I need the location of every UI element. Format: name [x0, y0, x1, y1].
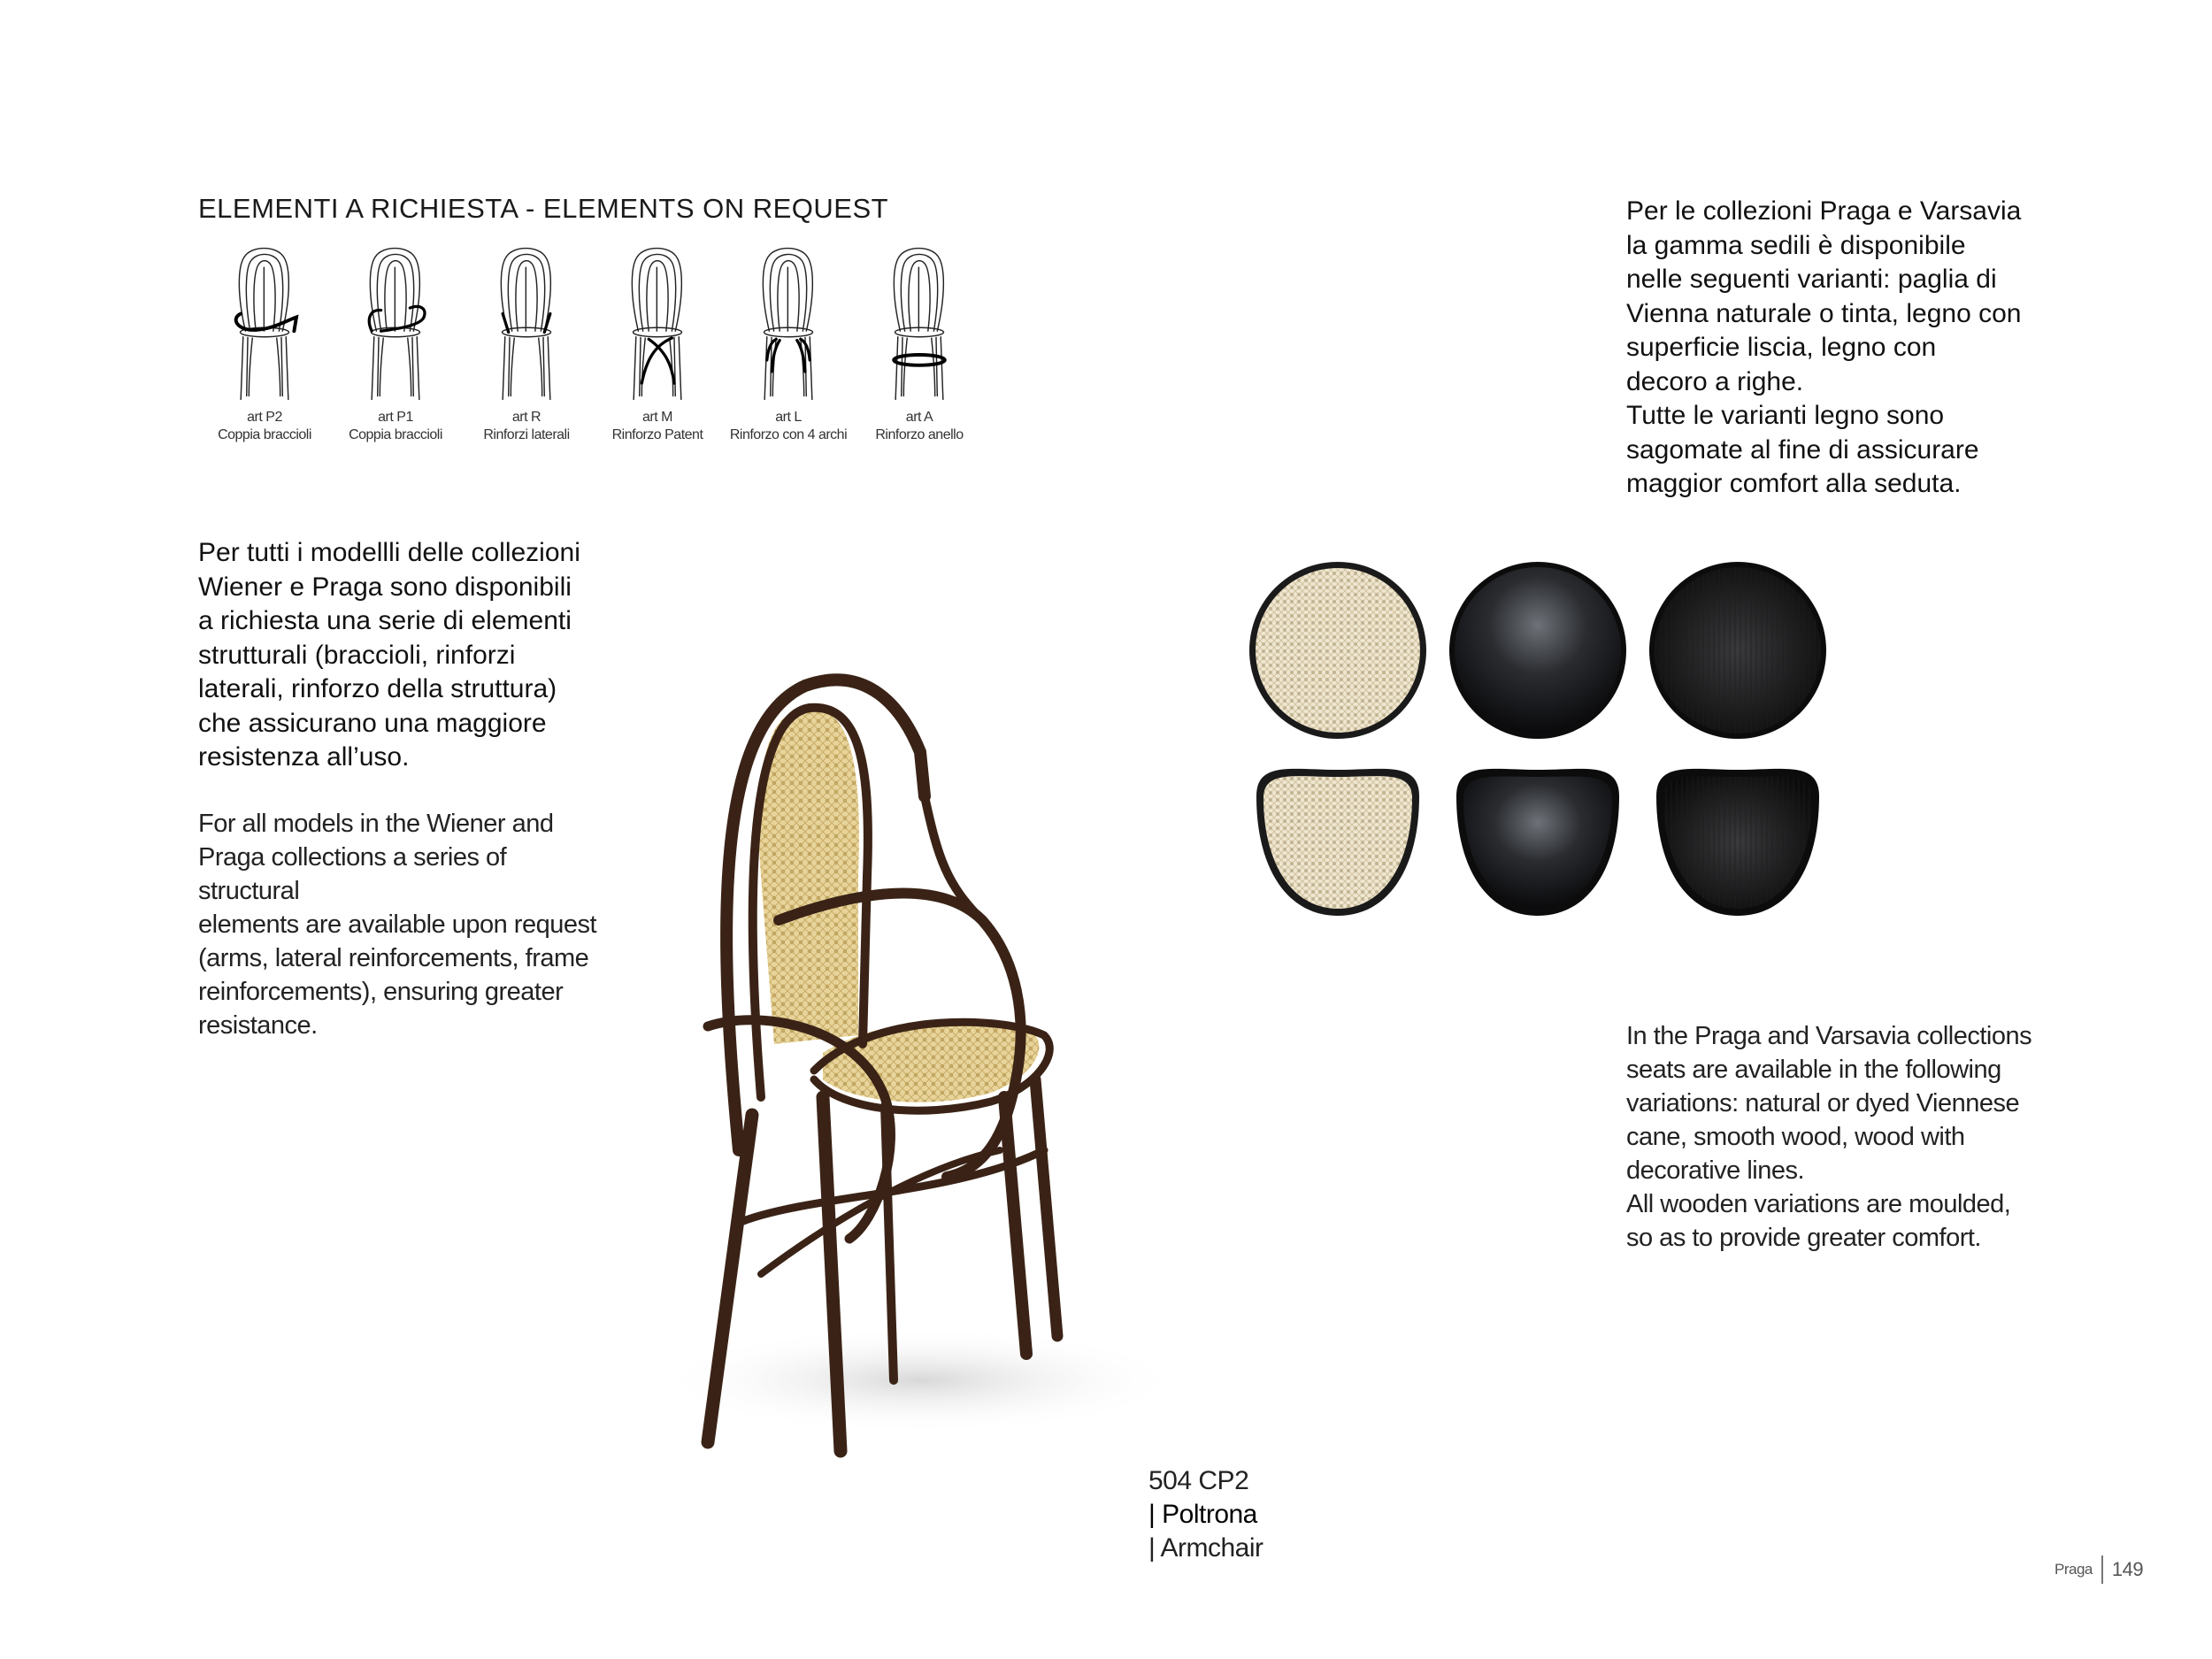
left-text-it: Per tutti i modellli delle collezioni Wiener e Praga sono disponibili a richiesta una serie di elementi strutturali (braccioli, rinforzi laterali, rinforzo della struttura) che assicurano una maggiore resistenza all’uso. [198, 538, 580, 772]
product-name-en: | Armchair [1148, 1533, 1263, 1563]
chair-option-code: art P2 [247, 410, 282, 425]
chair-option-desc: Rinforzo Patent [611, 427, 703, 442]
shaped-lined-seat [1656, 769, 1819, 916]
chair-options-row [198, 244, 977, 465]
product-name-it: | Poltrona [1148, 1500, 1257, 1529]
round-lined-seat [1649, 562, 1826, 739]
chair-diagram-icon [469, 244, 584, 403]
chair-option-code: art L [775, 410, 802, 425]
footer-section-name: Praga [2055, 1561, 2093, 1578]
chair-option-code: art P1 [378, 410, 413, 425]
chair-option-desc: Rinforzo anello [875, 427, 964, 442]
chair-option-a [853, 244, 986, 444]
chair-diagram-icon [207, 244, 322, 403]
chair-option-desc: Coppia braccioli [218, 427, 311, 442]
chair-option-desc: Rinforzi laterali [483, 427, 570, 442]
chair-diagram-icon [862, 244, 977, 403]
chair-option-p2 [198, 244, 331, 444]
shaped-smooth-seat [1456, 769, 1619, 916]
right-text-it: Per le collezioni Praga e Varsavia la gamma sedili è disponibile nelle seguenti varianti: paglia di Vienna naturale o tinta, legno con superficie liscia, legno con decoro a righe. Tutte le varianti legno sono sagomate al fine di assicurare maggior comfort alla seduta. [1626, 196, 2022, 498]
footer-divider [2101, 1555, 2103, 1584]
armchair-photo [655, 655, 1221, 1486]
left-text-en: For all models in the Wiener and Praga collections a series of structural elements are available upon request (arms, lateral reinforcements, frame reinforcements), ensuring greater resistance. [198, 810, 597, 1040]
round-smooth-seat [1449, 562, 1626, 739]
chair-diagram-icon [600, 244, 715, 403]
chair-option-code: art M [642, 410, 672, 425]
right-text-en: In the Praga and Varsavia collections seats are available in the following variations: natural or dyed Viennese cane, smooth wood, wood with decorative lines. All wooden variations are moulded, so as to provide greater comfort. [1626, 1022, 2032, 1252]
section-title: ELEMENTI A RICHIESTA - ELEMENTS ON REQUEST [198, 193, 889, 224]
seat-variations [1239, 549, 1858, 964]
page-footer [2055, 1555, 2143, 1585]
chair-option-l [722, 244, 855, 444]
chair-option-m [591, 244, 724, 444]
chair-diagram-icon [338, 244, 453, 403]
chair-option-code: art R [511, 410, 541, 425]
round-cane-seat [1249, 562, 1426, 739]
product-caption [1148, 1464, 1263, 1565]
chair-option-r [460, 244, 593, 444]
chair-option-desc: Coppia braccioli [349, 427, 442, 442]
chair-option-code: art A [905, 410, 933, 425]
shaped-cane-seat [1256, 769, 1419, 916]
chair-diagram-icon [731, 244, 846, 403]
chair-option-p1 [329, 244, 462, 444]
page-number: 149 [2111, 1558, 2144, 1580]
chair-option-desc: Rinforzo con 4 archi [729, 427, 848, 442]
product-code: 504 CP2 [1148, 1466, 1249, 1495]
